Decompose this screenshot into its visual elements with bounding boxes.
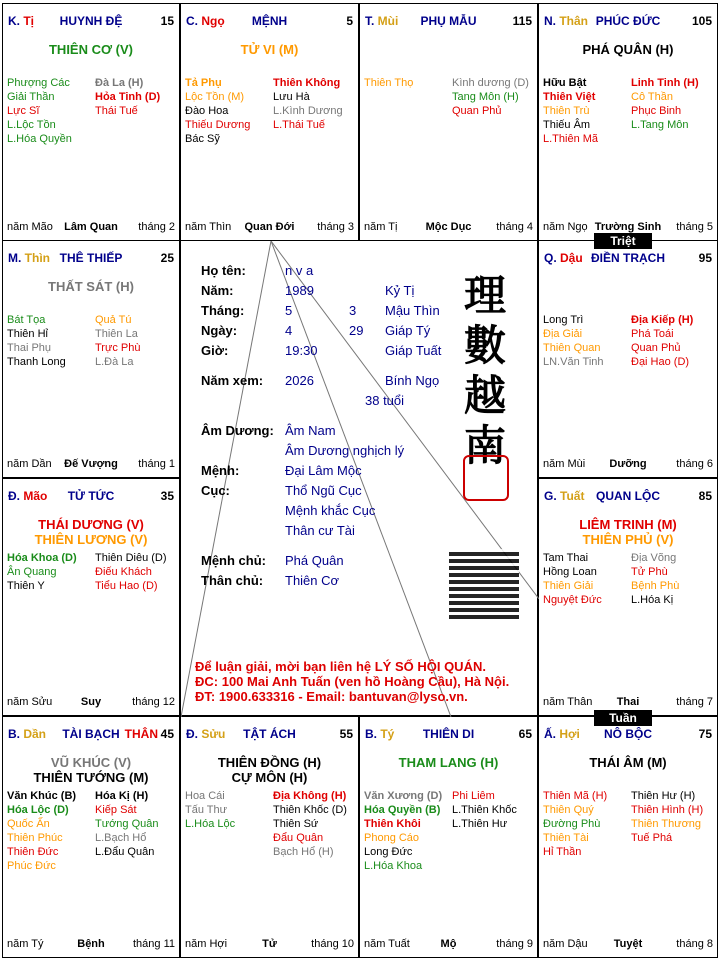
minor-star: Địa Võng — [631, 552, 677, 564]
minor-star: Bạch Hổ (H) — [273, 846, 334, 858]
stars-left-column — [543, 313, 604, 369]
palace-name: THÊ THIẾP — [59, 251, 123, 265]
minor-star: Văn Khúc (B) — [7, 790, 77, 802]
minor-star: Nguyệt Đức — [543, 594, 602, 606]
palace-footer — [543, 696, 713, 709]
name-row: Họ tên: n v a — [201, 263, 314, 278]
palace-cell — [2, 716, 180, 958]
minor-star: Tuế Phá — [631, 832, 673, 844]
minor-star: Phong Cáo — [364, 832, 420, 844]
minor-star: Kình dương (D) — [452, 77, 529, 89]
palace-branch: T. Mùi — [365, 14, 399, 28]
minor-star: Long Trì — [543, 314, 584, 326]
minor-star: Hồng Loan — [543, 566, 597, 578]
minor-star: Thiên La — [95, 328, 138, 340]
hour-row: Giờ: 19:30 Giáp Tuất — [201, 343, 442, 358]
palace-name: PHÚC ĐỨC — [595, 14, 661, 28]
minor-star: Văn Xương (D) — [364, 790, 443, 802]
minor-star: L.Hóa Khoa — [364, 860, 423, 872]
footer-month: tháng 6 — [676, 458, 713, 470]
minor-star: Thái Tuế — [95, 105, 138, 117]
palace-footer — [185, 221, 354, 234]
footer-stage: Thai — [616, 696, 640, 708]
major-star: THÁI ÂM (M) — [589, 755, 667, 770]
major-star: THẤT SÁT (H) — [48, 279, 134, 294]
minor-star: Thiên Đức — [7, 846, 59, 858]
minor-star: L.Kình Dương — [273, 105, 343, 117]
palace-header — [8, 489, 174, 503]
thanchu-row: Thân chủ: Thiên Cơ — [201, 573, 340, 588]
footer-year: năm Tý — [7, 938, 44, 950]
palace-name: TẬT ÁCH — [243, 727, 296, 741]
minor-star: Lưu Hà — [273, 91, 310, 103]
footer-year: năm Tị — [364, 221, 398, 233]
minor-star: L.Đà La — [95, 356, 134, 368]
palace-footer — [185, 938, 354, 951]
stars-right-column — [273, 789, 347, 859]
palace-age: 85 — [698, 489, 712, 503]
month-row: Tháng: 5 3 Mậu Thìn — [201, 303, 440, 318]
minor-star: L.Đẩu Quân — [95, 846, 155, 858]
palace-header — [544, 251, 712, 265]
minor-star: Thiên Thọ — [364, 77, 414, 89]
minor-star: L.Thiên Mã — [543, 133, 599, 145]
minor-star: Giải Thần — [7, 91, 55, 103]
palace-age: 45 — [160, 727, 174, 741]
seal-character: 南 — [463, 421, 506, 470]
minor-star: Quan Phủ — [631, 342, 681, 354]
palace-header — [544, 489, 712, 503]
minor-star: Hóa Khoa (D) — [7, 552, 77, 564]
footer-month: tháng 11 — [132, 938, 175, 950]
palace-cell — [2, 3, 180, 241]
palace-header — [544, 14, 712, 28]
minor-star: Thiên Thương — [631, 818, 702, 830]
major-star: THÁI DƯƠNG (V) — [38, 517, 144, 532]
palace-name: HUYNH ĐỆ — [59, 14, 123, 28]
minor-star: Thai Phụ — [7, 342, 52, 354]
minor-star: Thiếu Dương — [185, 119, 251, 131]
palace-age: 115 — [512, 14, 532, 28]
major-star: CỰ MÔN (H) — [231, 770, 308, 785]
stars-right-column — [631, 313, 693, 369]
minor-star: Thiên Giải — [543, 580, 594, 592]
palace-branch: Đ. Mão — [8, 489, 48, 503]
palace-age: 105 — [691, 14, 712, 28]
palace-name: TỬ TỨC — [67, 489, 115, 503]
palace-footer — [7, 696, 175, 709]
footer-month: tháng 4 — [496, 221, 533, 233]
contact-info: Để luận giải, mời bạn liên hệ LÝ SỐ HỘI QUÁN. ĐC: 100 Mai Anh Tuấn (ven hồ Hoàng Cầu), Hà Nội. ĐT: 1900.633316 - Email: bantuvan@lyso.vn. — [195, 659, 510, 704]
palace-cell — [538, 716, 718, 958]
minor-star: Tấu Thư — [185, 804, 228, 816]
palace-footer — [543, 938, 713, 951]
palace-branch: Ấ. Hợi — [544, 727, 580, 741]
palace-name: MỆNH — [251, 14, 288, 28]
stars-right-column — [95, 551, 167, 593]
stars-right-column — [452, 789, 517, 831]
footer-month: tháng 2 — [138, 221, 175, 233]
minor-star: L.Hóa Lộc — [185, 818, 236, 830]
footer-year: năm Mùi — [543, 458, 586, 470]
than-marker: THÂN — [124, 727, 158, 741]
minor-star: Thiên Tài — [543, 832, 589, 844]
footer-year: năm Thân — [543, 696, 593, 708]
minor-star: L.Thiên Hư — [452, 818, 508, 830]
palace-branch: N. Thân — [544, 14, 588, 28]
footer-month: tháng 10 — [311, 938, 354, 950]
tuan-badge: Tuần — [594, 710, 652, 726]
stars-left-column — [543, 551, 602, 607]
minor-star: Hỉ Thần — [543, 846, 582, 858]
seal-character: 越 — [463, 371, 506, 420]
minor-star: Địa Kiếp (H) — [631, 314, 694, 326]
palace-cell — [180, 3, 359, 241]
palace-branch: C. Ngọ — [186, 14, 225, 28]
minor-star: Linh Tinh (H) — [631, 77, 699, 89]
minor-star: Quả Tú — [95, 314, 132, 326]
palace-name: ĐIỀN TRẠCH — [591, 251, 665, 265]
minor-star: L.Bạch Hổ — [95, 832, 147, 844]
footer-month: tháng 3 — [317, 221, 354, 233]
palace-age: 15 — [160, 14, 174, 28]
major-star: THIÊN CƠ (V) — [48, 42, 134, 57]
minor-star: Hóa Quyền (B) — [364, 804, 441, 816]
calligraphy-seal — [455, 271, 515, 471]
palace-header — [8, 727, 174, 741]
minor-star: Tiểu Hao (D) — [95, 580, 158, 592]
stars-right-column — [631, 789, 703, 845]
palace-branch: B. Dần — [8, 727, 47, 741]
minor-star: Thiên Khốc (D) — [273, 804, 347, 816]
minor-star: Phá Toái — [631, 328, 674, 340]
palace-name: THIÊN DI — [422, 727, 475, 741]
major-star: THIÊN LƯƠNG (V) — [34, 532, 148, 547]
minor-star: L.Lộc Tồn — [7, 119, 56, 131]
center-info-panel: Họ tên: n v a Năm: 1989 Kỷ Tị Tháng: 5 3 Mậu Thìn Ngày: 4 29 Giáp Tý Giờ: 19:30 Giáp Tuất Năm xem: 2026 Bính Ngọ 38 tuổi Âm Dương: Âm Nam Âm Dương nghịch lý Mệnh: Đại Lâm Mộc Cục: Thổ Ngũ Cục Mệnh khắc Cục Thân cư Tài Mệnh chủ: Phá Quân Thân chủ: Thiên Cơ 理 數 越 南 Để luận giải, mời bạn liên hệ LÝ SỐ HỘI QUÁN. ĐC: 100 Mai Anh Tuấn (ven hồ Hoàng Cầu), Hà Nội. ĐT: 1900.633316 - Email: bantuvan@lyso.vn. — [180, 240, 538, 716]
stars-right-column — [273, 76, 343, 132]
palace-footer — [364, 938, 533, 951]
minor-star: Địa Không (H) — [273, 790, 347, 802]
minor-star: Thiên Y — [7, 580, 45, 592]
day-row: Ngày: 4 29 Giáp Tý — [201, 323, 431, 338]
palace-name: PHỤ MẪU — [420, 14, 477, 28]
minor-star: Trực Phù — [95, 342, 141, 354]
palace-footer — [7, 938, 175, 951]
minor-star: Thiên Hình (H) — [631, 804, 704, 816]
footer-month: tháng 7 — [676, 696, 713, 708]
minor-star: L.Tang Môn — [631, 119, 689, 131]
stars-left-column — [7, 313, 66, 369]
major-star: THIÊN TƯỚNG (M) — [33, 770, 149, 785]
stars-left-column — [185, 76, 250, 146]
menhchu-row: Mệnh chủ: Phá Quân — [201, 553, 344, 568]
palace-name: NÔ BỘC — [604, 727, 652, 741]
palace-header — [8, 251, 174, 265]
minor-star: Thiên Phúc — [7, 832, 63, 844]
palace-branch: K. Tị — [8, 14, 34, 28]
footer-year: năm Dần — [7, 458, 52, 470]
footer-month: tháng 5 — [676, 221, 713, 233]
minor-star: Thiên Quý — [543, 804, 594, 816]
minor-star: Phượng Các — [7, 77, 70, 89]
minor-star: Bác Sỹ — [185, 133, 220, 145]
minor-star: Tang Môn (H) — [452, 91, 519, 103]
minor-star: Đại Hao (D) — [631, 356, 690, 368]
red-stamp — [463, 455, 509, 501]
minor-star: Thiên Khôi — [364, 818, 421, 830]
stars-right-column — [95, 789, 159, 859]
palace-branch: G. Tuất — [544, 489, 585, 503]
minor-star: Thiên Trù — [543, 105, 590, 117]
minor-star: L.Hóa Kị — [631, 594, 674, 606]
stars-right-column — [452, 76, 529, 118]
footer-month: tháng 9 — [496, 938, 533, 950]
minor-star: L.Thái Tuế — [273, 119, 325, 131]
palace-cell — [538, 3, 718, 241]
minor-star: Phúc Đức — [7, 860, 56, 872]
palace-branch: B. Tý — [365, 727, 395, 741]
minor-star: Phục Binh — [631, 105, 682, 117]
minor-star: Tử Phù — [631, 566, 668, 578]
footer-stage: Suy — [80, 696, 102, 708]
palace-cell — [180, 716, 359, 958]
footer-month: tháng 1 — [138, 458, 175, 470]
palace-cell — [359, 3, 538, 241]
palace-header — [365, 14, 532, 28]
stars-right-column — [631, 76, 699, 132]
footer-stage: Trường Sinh — [594, 221, 662, 233]
minor-star: Đẩu Quân — [273, 832, 324, 844]
footer-month: tháng 12 — [132, 696, 175, 708]
palace-cell — [2, 240, 180, 478]
palace-age: 75 — [698, 727, 712, 741]
footer-stage: Đế Vượng — [64, 458, 118, 470]
palace-age: 25 — [160, 251, 174, 265]
palace-age: 65 — [518, 727, 532, 741]
major-star: THIÊN ĐỒNG (H) — [217, 755, 322, 770]
palace-age: 35 — [160, 489, 174, 503]
stars-right-column — [95, 313, 140, 369]
minor-star: Đà La (H) — [95, 77, 144, 89]
major-star: TỬ VI (M) — [240, 42, 299, 57]
triet-badge: Triệt — [594, 233, 652, 249]
minor-star: Phi Liêm — [452, 790, 495, 802]
minor-star: Thiên Quan — [543, 342, 601, 354]
minor-star: Thiên Sứ — [273, 818, 319, 830]
palace-header — [365, 727, 532, 741]
stars-left-column — [543, 76, 598, 146]
amduong-row: Âm Dương: Âm Nam — [201, 423, 336, 438]
cuc-row: Cục: Thổ Ngũ Cục — [201, 483, 362, 498]
minor-star: Hỏa Tinh (D) — [95, 91, 161, 103]
palace-cell — [538, 240, 718, 478]
minor-star: Hữu Bật — [543, 77, 587, 89]
view-year-row: Năm xem: 2026 Bính Ngọ — [201, 373, 440, 388]
footer-year: năm Mão — [7, 221, 53, 233]
palace-branch: Đ. Sửu — [186, 727, 226, 741]
minor-star: Thiên Không — [273, 77, 341, 89]
stars-left-column — [543, 789, 607, 859]
minor-star: Thanh Long — [7, 356, 66, 368]
palace-age: 55 — [339, 727, 353, 741]
major-star: THAM LANG (H) — [398, 755, 499, 770]
menh-row: Mệnh: Đại Lâm Mộc — [201, 463, 362, 478]
minor-star: Kiếp Sát — [95, 804, 137, 816]
minor-star: Quốc Ấn — [7, 818, 50, 830]
minor-star: LN.Văn Tinh — [543, 356, 604, 368]
major-star: LIÊM TRINH (M) — [579, 517, 677, 532]
palace-header — [544, 727, 712, 741]
minor-star: Ân Quang — [7, 566, 57, 578]
stars-left-column — [364, 76, 413, 90]
minor-star: Địa Giải — [543, 328, 583, 340]
footer-year: năm Sửu — [7, 696, 53, 708]
palace-age: 5 — [346, 14, 353, 28]
palace-name: TÀI BẠCH — [62, 727, 120, 741]
palace-header — [186, 727, 353, 741]
palace-cell — [359, 716, 538, 958]
footer-stage: Dưỡng — [609, 458, 647, 470]
footer-stage: Lâm Quan — [64, 221, 118, 233]
minor-star: Thiên Mã (H) — [543, 790, 608, 802]
minor-star: Cô Thần — [631, 91, 673, 103]
year-row: Năm: 1989 Kỷ Tị — [201, 283, 415, 298]
stars-right-column — [631, 551, 679, 607]
palace-footer — [7, 221, 175, 234]
footer-stage: Quan Đới — [244, 221, 295, 233]
minor-star: L.Hóa Quyền — [7, 133, 72, 145]
minor-star: Thiên Hỉ — [7, 328, 48, 340]
footer-stage: Mộc Dục — [425, 221, 472, 233]
stars-left-column — [185, 789, 235, 831]
major-star: THIÊN PHỦ (V) — [582, 532, 674, 547]
palace-branch: M. Thìn — [8, 251, 51, 265]
stars-left-column — [7, 551, 77, 593]
minor-star: Bát Tọa — [7, 314, 46, 326]
palace-age: 95 — [698, 251, 712, 265]
minor-star: Tướng Quân — [95, 818, 159, 830]
footer-month: tháng 8 — [676, 938, 713, 950]
minor-star: Bệnh Phù — [631, 580, 680, 592]
minor-star: Thiên Diêu (D) — [95, 552, 167, 564]
seal-character: 數 — [463, 321, 506, 370]
minor-star: Thiên Việt — [543, 91, 596, 103]
palace-name: QUAN LỘC — [596, 489, 660, 503]
minor-star: L.Thiên Khốc — [452, 804, 517, 816]
footer-year: năm Thìn — [185, 221, 232, 233]
palace-footer — [364, 221, 533, 234]
minor-star: Quan Phủ — [452, 105, 502, 117]
major-star: VŨ KHÚC (V) — [50, 755, 132, 770]
palace-header — [186, 14, 353, 28]
minor-star: Hóa Kị (H) — [95, 790, 149, 802]
palace-footer — [543, 458, 713, 471]
footer-year: năm Ngọ — [543, 221, 588, 233]
minor-star: Tả Phụ — [185, 77, 222, 89]
palace-branch: Q. Dậu — [544, 251, 583, 265]
footer-stage: Bệnh — [77, 938, 105, 950]
minor-star: Lộc Tồn (M) — [185, 91, 245, 103]
minor-star: Hoa Cái — [185, 790, 225, 802]
footer-year: năm Tuất — [364, 938, 410, 950]
minor-star: Điếu Khách — [95, 566, 152, 578]
major-star: PHÁ QUÂN (H) — [582, 42, 674, 57]
minor-star: Đào Hoa — [185, 105, 229, 117]
minor-star: Tam Thai — [543, 552, 589, 564]
minor-star: Thiên Hư (H) — [631, 790, 696, 802]
stars-left-column — [7, 76, 72, 146]
minor-star: Hóa Lộc (D) — [7, 804, 69, 816]
footer-stage: Tuyệt — [613, 938, 643, 950]
minor-star: Long Đức — [364, 846, 413, 858]
footer-year: năm Hợi — [185, 938, 228, 950]
minor-star: Thiếu Âm — [543, 119, 591, 131]
stars-left-column — [364, 789, 442, 873]
palace-header — [8, 14, 174, 28]
stars-right-column — [95, 76, 160, 118]
stars-left-column — [7, 789, 76, 873]
palace-footer — [7, 458, 175, 471]
seal-character: 理 — [463, 271, 506, 320]
palace-cell — [2, 478, 180, 716]
palace-cell — [538, 478, 718, 716]
footer-stage: Mộ — [440, 938, 457, 950]
qr-code — [449, 549, 519, 619]
minor-star: Đường Phù — [543, 818, 601, 830]
minor-star: Lực Sĩ — [7, 105, 40, 117]
footer-stage: Tử — [262, 938, 277, 950]
footer-year: năm Dậu — [543, 938, 588, 950]
